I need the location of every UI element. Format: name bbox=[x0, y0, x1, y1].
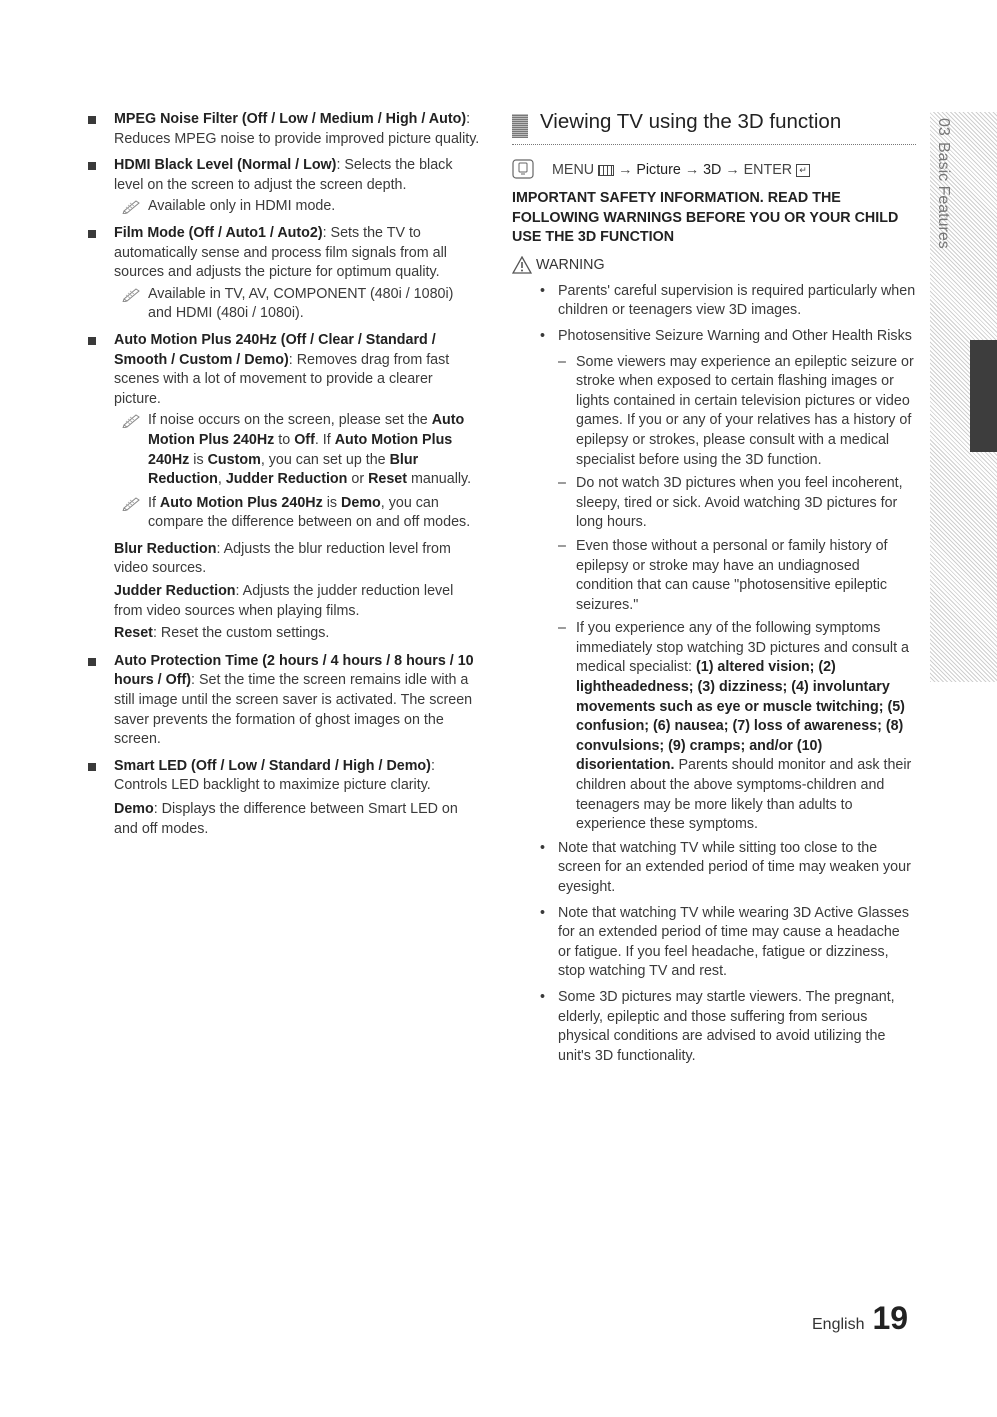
list-item-smart-led: Smart LED (Off / Low / Standard / High / Demo): Controls LED backlight to maximize picture clarity. Demo: Displays the difference between Smart LED on and off modes. bbox=[88, 757, 480, 839]
list-item-mpeg bbox=[88, 110, 480, 149]
section-marker-icon bbox=[512, 114, 528, 138]
remote-menu-icon bbox=[512, 159, 534, 179]
note-text: Available only in HDMI mode. bbox=[148, 198, 336, 215]
bullet-dot-icon: • bbox=[540, 282, 546, 299]
item-title: Auto Protection Time (2 hours / 4 hours / 8 hours / 10 hours / Off) bbox=[114, 652, 474, 689]
safety-heading: IMPORTANT SAFETY INFORMATION. READ THE FOLLOWING WARNINGS BEFORE YOU OR YOUR CHILD USE THE 3D FUNCTION bbox=[512, 190, 899, 246]
menu-path-text: MENU → Picture → 3D → ENTER ↵ bbox=[552, 159, 810, 181]
section-title: Viewing TV using the 3D function bbox=[540, 110, 842, 133]
sub-item-blur: Blur Reduction: Adjusts the blur reduction level from video sources. bbox=[114, 540, 451, 577]
note bbox=[114, 197, 480, 217]
sub-list-item: – If you experience any of the following symptoms immediately stop watching 3D pictures and consult a medical specialist: (1) altered vision; (2) lightheadedness; (3) dizziness; (4) involuntary movements such as eye or muscle twitching; (5) confusion; (6) nausea; (7) loss of awareness; (8) convulsions; (9) cramps; and/or (10) disorientation. Parents should monitor and ask their children about the above symptoms-children and teenagers may be more likely than adults to experience these symptoms. bbox=[558, 620, 912, 833]
warning-triangle-icon bbox=[512, 256, 532, 274]
bullet-dot-icon: • bbox=[540, 327, 546, 344]
item-title: MPEG Noise Filter (Off / Low / Medium / High / Auto) bbox=[114, 111, 467, 127]
item-title: Film Mode (Off / Auto1 / Auto2) bbox=[114, 224, 323, 241]
sub-list-item: – Even those without a personal or family history of epilepsy or stroke may have an undiagnosed condition that can cause "photosensitive epileptic seizures." bbox=[558, 537, 888, 613]
sub-item-reset: Reset: Reset the custom settings. bbox=[114, 625, 330, 642]
item-desc: : Controls LED backlight to maximize picture clarity. bbox=[114, 757, 435, 794]
note: If Auto Motion Plus 240Hz is Demo, you can compare the difference between on and off modes. bbox=[114, 494, 480, 533]
note bbox=[114, 285, 480, 324]
chapter-title: Basic Features bbox=[935, 141, 952, 249]
item-desc: : Removes drag from fast scenes with a lot of movement to provide a clearer picture. bbox=[114, 351, 450, 407]
list-item: • Parents' careful supervision is required particularly when children or teenagers view 3D images. bbox=[540, 282, 916, 319]
note-pencil-icon bbox=[122, 286, 142, 302]
bullet-dot-icon: • bbox=[540, 839, 546, 856]
note-text: Available in TV, AV, COMPONENT (480i / 1080i) and HDMI (480i / 1080i). bbox=[148, 285, 454, 322]
item-title: HDMI Black Level (Normal / Low) bbox=[114, 157, 337, 174]
square-bullet-icon bbox=[88, 116, 96, 124]
footer-language: English bbox=[812, 1316, 865, 1333]
page-number: 19 bbox=[872, 1300, 909, 1336]
sub-item-judder: Judder Reduction: Adjusts the judder reduction level from video sources when playing films. bbox=[114, 583, 454, 619]
chapter-label bbox=[934, 118, 954, 298]
item-title: Smart LED (Off / Low / Standard / High / Demo) bbox=[114, 757, 431, 774]
list-item: • Photosensitive Seizure Warning and Other Health Risks bbox=[512, 327, 916, 347]
sub-list-item: – Do not watch 3D pictures when you feel incoherent, sleepy, tired or sick. Avoid watching 3D pictures for long hours. bbox=[558, 475, 903, 531]
warning-label: WARNING bbox=[536, 256, 605, 273]
item-desc: : Selects the black level on the screen to adjust the screen depth. bbox=[114, 157, 453, 193]
right-column bbox=[512, 110, 916, 1072]
list-item-auto-motion bbox=[88, 331, 480, 533]
note-pencil-icon bbox=[122, 412, 142, 428]
dash-bullet-icon: – bbox=[558, 475, 566, 492]
square-bullet-icon bbox=[88, 763, 96, 771]
enter-key-icon: ↵ bbox=[796, 164, 810, 177]
warning-heading bbox=[512, 256, 916, 276]
note-pencil-icon bbox=[122, 495, 142, 511]
item-desc: : Reduces MPEG noise to provide improved picture quality. bbox=[114, 111, 480, 147]
square-bullet-icon bbox=[88, 337, 96, 345]
note: If noise occurs on the screen, please set the Auto Motion Plus 240Hz to Off. If Auto Motion Plus 240Hz is Custom, you can set up the Blur Reduction, Judder Reduction or Reset manually. bbox=[114, 411, 480, 489]
bullet-dot-icon: • bbox=[540, 904, 546, 921]
page-footer bbox=[812, 1300, 908, 1337]
menu-path bbox=[512, 159, 916, 181]
dash-bullet-icon: – bbox=[558, 620, 566, 637]
list-item-auto-protection bbox=[88, 652, 480, 750]
section-header bbox=[512, 110, 916, 145]
square-bullet-icon bbox=[88, 162, 96, 170]
chapter-number: 03 bbox=[935, 118, 952, 136]
dash-bullet-icon: – bbox=[558, 353, 566, 370]
square-bullet-icon bbox=[88, 230, 96, 238]
list-item: • Note that watching TV while sitting too close to the screen for an extended period of time may weaken your eyesight. bbox=[540, 839, 911, 895]
left-column bbox=[88, 110, 480, 846]
item-desc: : Sets the TV to automatically sense and process film signals from all sources and adjusts the picture for optimum quality. bbox=[114, 224, 447, 281]
list-item: • Note that watching TV while wearing 3D Active Glasses for an extended period of time may cause a headache or fatigue. If you feel headache, fatigue or dizziness, stop watching TV and rest. bbox=[540, 904, 909, 980]
chapter-tab-marker bbox=[970, 340, 997, 452]
list-item-film bbox=[88, 224, 480, 324]
menu-grid-icon bbox=[598, 165, 614, 176]
dash-bullet-icon: – bbox=[558, 537, 566, 554]
list-item: • Some 3D pictures may startle viewers. The pregnant, elderly, epileptic and those suffering from serious physical conditions are advised to avoid utilizing the unit's 3D functionality. bbox=[540, 988, 895, 1064]
bullet-dot-icon: • bbox=[540, 988, 546, 1005]
note-pencil-icon bbox=[122, 198, 142, 214]
item-title: Auto Motion Plus 240Hz (Off / Clear / Standard / Smooth / Custom / Demo) bbox=[114, 331, 436, 368]
sub-list-item: – Some viewers may experience an epileptic seizure or stroke when exposed to certain flashing images or lights contained in certain television pictures or video games. If you or any of your relatives has a history of epilepsy or strokes, please consult with a medical specialist before using the 3D function. bbox=[558, 353, 914, 468]
list-item-hdmi bbox=[88, 156, 480, 217]
item-desc: : Set the time the screen remains idle with a still image until the screen saver is activated. The screen saver prevents the formation of ghost images on the screen. bbox=[114, 672, 473, 748]
square-bullet-icon bbox=[88, 658, 96, 666]
